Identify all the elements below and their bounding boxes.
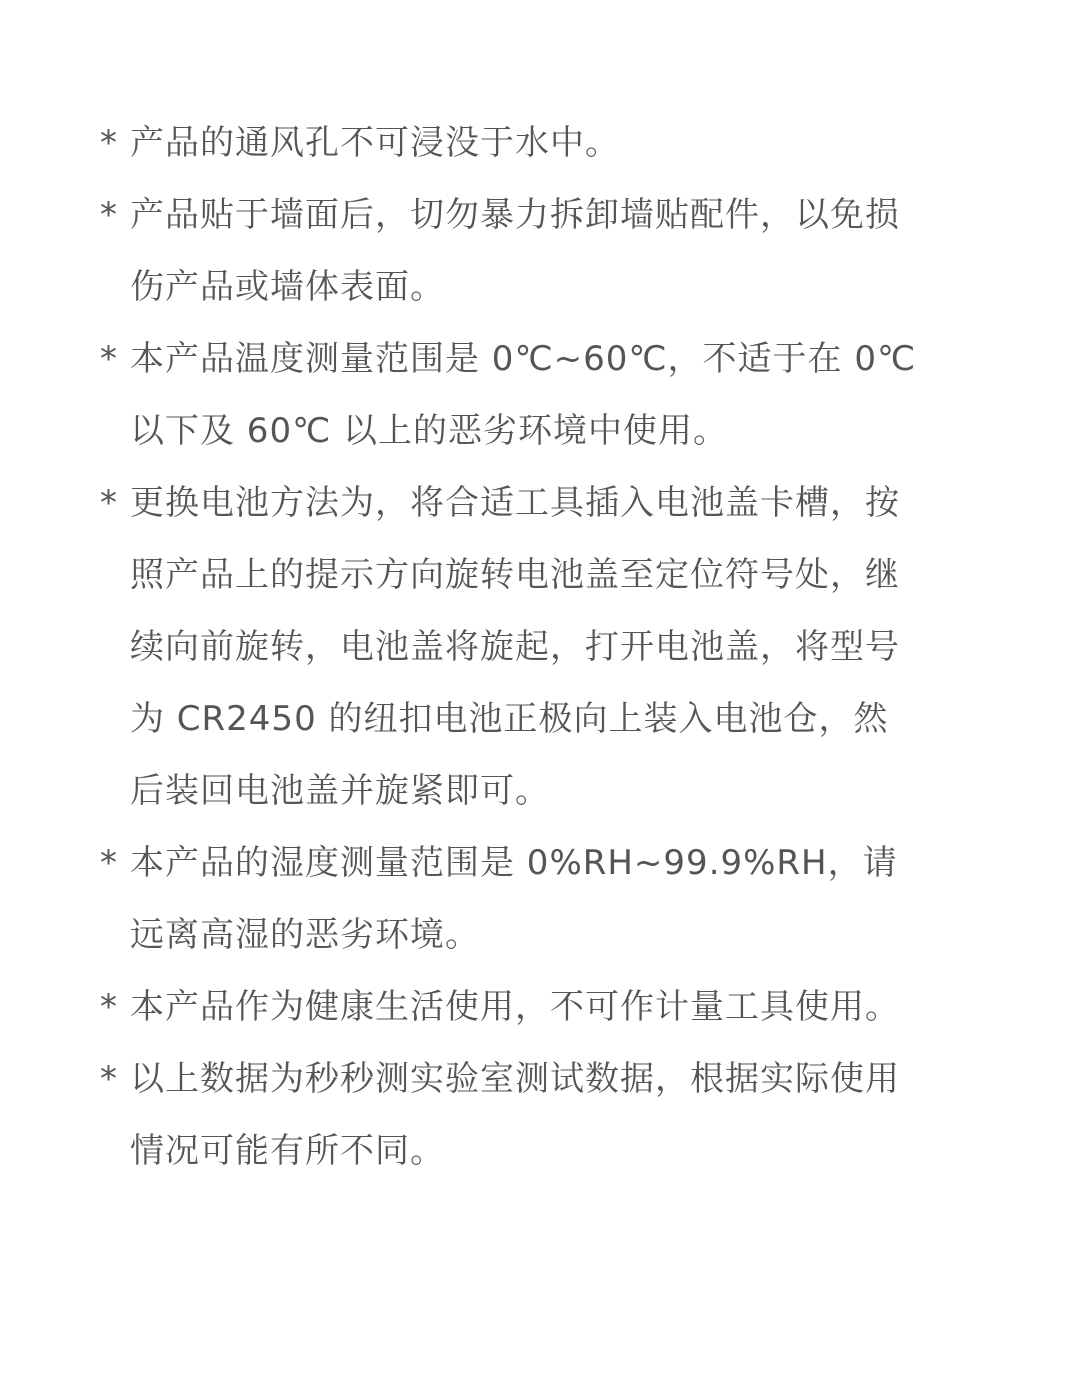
bullet-asterisk: * xyxy=(100,339,117,379)
precaution-text: 产品贴于墙面后，切勿暴力拆卸墙贴配件，以免损 伤产品或墙体表面。 xyxy=(130,195,900,307)
precaution-item xyxy=(100,1043,980,1187)
precaution-text: 更换电池方法为，将合适工具插入电池盖卡槽，按 照产品上的提示方向旋转电池盖至定位符号处，继 续向前旋转，电池盖将旋起，打开电池盖，将型号 为 CR2450 的纽扣电池正极向上装入电池仓，然 后装回电池盖并旋紧即可。 xyxy=(130,483,900,811)
precaution-item xyxy=(100,323,980,467)
bullet-asterisk: * xyxy=(100,483,117,523)
precaution-item xyxy=(100,179,980,323)
precaution-text: 本产品的湿度测量范围是 0%RH~99.9%RH，请 远离高湿的恶劣环境。 xyxy=(130,843,898,955)
precaution-item xyxy=(100,971,980,1043)
bullet-asterisk: * xyxy=(100,1059,117,1099)
precautions-list xyxy=(100,107,980,1187)
precaution-text: 以上数据为秒秒测实验室测试数据，根据实际使用 情况可能有所不同。 xyxy=(130,1059,900,1171)
bullet-asterisk: * xyxy=(100,987,117,1027)
precaution-item xyxy=(100,467,980,827)
bullet-asterisk: * xyxy=(100,843,117,883)
bullet-asterisk: * xyxy=(100,195,117,235)
precaution-text: 本产品温度测量范围是 0℃~60℃，不适于在 0℃ 以下及 60℃ 以上的恶劣环境中使用。 xyxy=(130,339,917,451)
precaution-item xyxy=(100,827,980,971)
precaution-text: 产品的通风孔不可浸没于水中。 xyxy=(130,123,620,163)
precaution-item xyxy=(100,107,980,179)
precaution-text: 本产品作为健康生活使用，不可作计量工具使用。 xyxy=(130,987,900,1027)
bullet-asterisk: * xyxy=(100,123,117,163)
